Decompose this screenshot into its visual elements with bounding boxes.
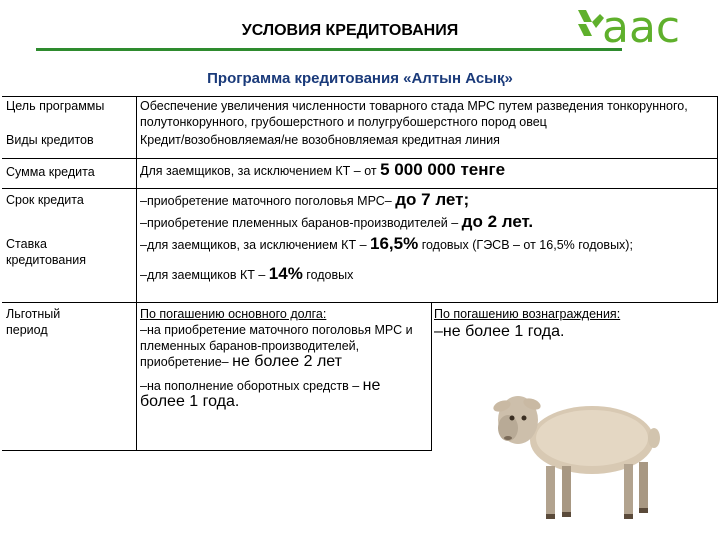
sheep-image [484,378,674,528]
grace-item-1-highlight: не более 2 лет [232,353,342,370]
row-divider [2,188,718,189]
term-line-2 [140,214,710,231]
row-divider [2,158,718,159]
amount-prefix: Для заемщиков, за исключением КТ – от [140,164,377,178]
grace-interest-value: –не более 1 года. [434,323,565,340]
column-divider [431,302,432,450]
row-value-types: Кредит/возобновляемая/не возобновляемая кредитная линия [140,133,500,147]
row-value-amount [140,162,710,179]
row-label-goal: Цель программы [6,99,105,113]
program-subtitle: Программа кредитования «Алтын Асық» [207,70,513,87]
rate-line-1-suffix: годовых (ГЭСВ – от 16,5% годовых); [421,238,633,252]
logo [572,4,702,48]
grace-interest [434,306,714,340]
row-label-rate: Ставка кредитования [6,237,87,267]
term-line-1-highlight: до 7 лет; [395,190,470,209]
wheat-icon [578,10,604,36]
rate-line-2 [140,266,710,283]
amount-highlight: 5 000 000 тенге [380,160,506,179]
grace-principal-item-1 [140,322,426,370]
grace-principal-item-2 [140,378,426,410]
row-label-grace: Льготный период [6,307,61,337]
rate-line-1-highlight: 16,5% [370,234,419,253]
grace-principal-heading: По погашению основного долга: [140,307,327,321]
grace-item-2-highlight: не более 1 года. [140,377,381,410]
grace-interest-heading: По погашению вознаграждения: [434,307,621,321]
term-line-2-prefix: –приобретение племенных баранов-производителей – [140,216,459,230]
row-label-types: Виды кредитов [6,133,94,147]
grace-item-2-prefix: –на пополнение оборотных средств – [140,379,360,393]
term-line-2-highlight: до 2 лет. [461,212,534,231]
table-border-right [717,96,718,302]
table-border-top [2,96,718,97]
page-title: УСЛОВИЯ КРЕДИТОВАНИЯ [241,22,459,39]
term-line-1-prefix: –приобретение маточного поголовья МРС– [140,194,392,208]
logo-text: аас [602,4,681,48]
rate-line-2-prefix: –для заемщиков КТ – [140,268,266,282]
row-label-term: Срок кредита [6,193,84,207]
title-underline [36,48,622,51]
row-divider [2,302,718,303]
grace-item-1-prefix: –на приобретение маточного поголовья МРС и племенных баранов-производителей, приобретение– [140,323,413,369]
table-border-bottom [2,450,432,451]
grace-principal [140,306,426,410]
rate-line-2-highlight: 14% [268,264,303,283]
rate-line-1-prefix: –для заемщиков, за исключением КТ – [140,238,367,252]
row-value-goal: Обеспечение увеличения численности товарного стада МРС путем разведения тонкорунного, полутонкорунного, грубошерстного и полугрубошерстного пород овец [140,99,688,129]
row-label-amount: Сумма кредита [6,165,95,179]
column-divider [136,96,137,450]
rate-line-1 [140,236,710,253]
rate-line-2-suffix: годовых [306,268,354,282]
term-line-1 [140,192,710,209]
